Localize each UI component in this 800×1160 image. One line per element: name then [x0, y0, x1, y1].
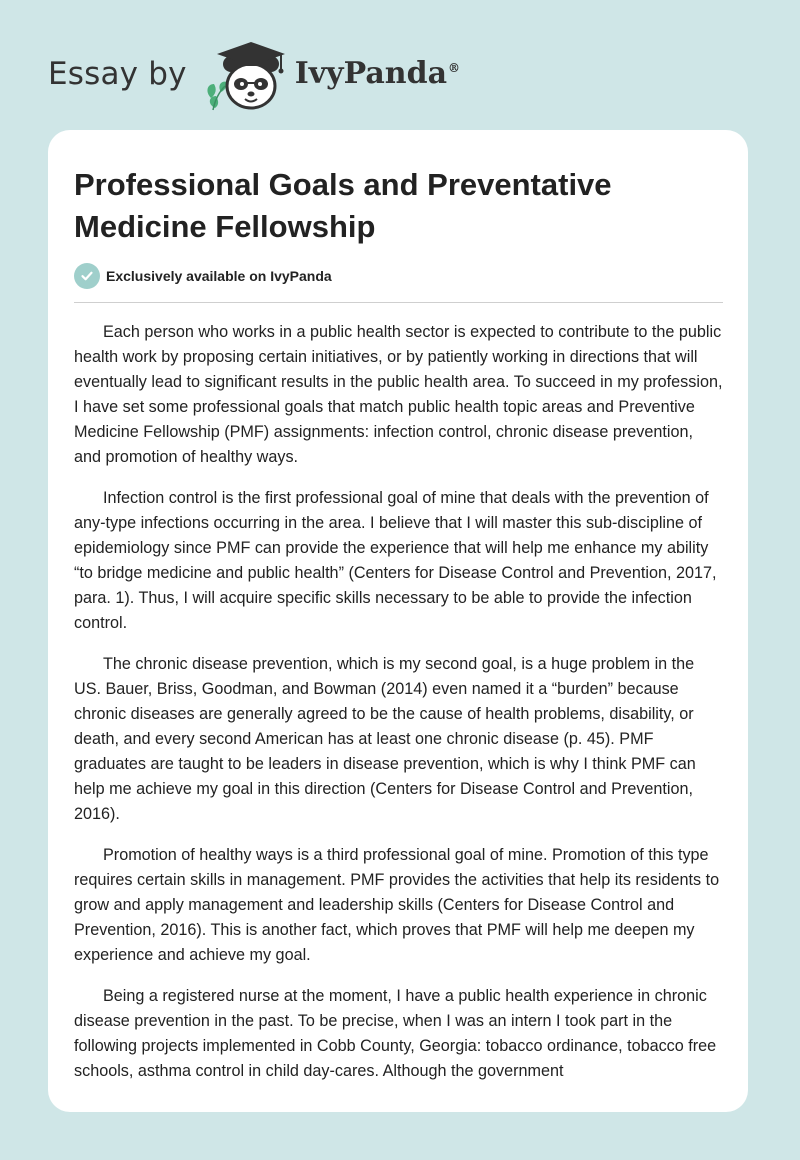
check-circle-icon [74, 263, 100, 289]
brand-name-text: IvyPanda [294, 56, 448, 91]
essay-paragraph: Being a registered nurse at the moment, I have a public health experience in chronic disease prevention in the past. To be precise, when I was an intern I took part in the following projects implemented in Cobb County, Georgia: tobacco ordinance, tobacco free schools, asthma control in child day-cares. Although the government [74, 987, 717, 1080]
registered-mark: ® [448, 61, 461, 75]
brand-name[interactable] [294, 56, 461, 91]
essay-paragraph: Promotion of healthy ways is a third professional goal of mine. Promotion of this type requires certain skills in management. PMF provides the activities that help its residents to grow and apply management and leadership skills (Centers for Disease Control and Prevention, 2016). This is another fact, which proves that PMF will help me deepen my experience and achieve my goal. [74, 846, 720, 964]
essay-by-label: Essay by [48, 55, 187, 92]
essay-body [74, 320, 724, 1100]
essay-paragraph: Each person who works in a public health sector is expected to contribute to the public health work by proposing certain initiatives, or by patiently working in directions that will eventually lead to significant results in the public health area. To succeed in my profession, I have set some professional goals that match public health topic areas and Preventive Medicine Fellowship (PMF) assignments: infection control, chronic disease prevention, and promotion of healthy ways. [74, 323, 723, 466]
exclusive-badge [74, 263, 332, 289]
ivypanda-logo-icon[interactable] [201, 34, 293, 114]
exclusive-badge-label: Exclusively available on IvyPanda [106, 268, 332, 284]
essay-card [48, 130, 748, 1112]
title-divider [74, 302, 723, 303]
essay-title: Professional Goals and Preventative Medicine Fellowship [74, 167, 612, 244]
essay-paragraph: The chronic disease prevention, which is my second goal, is a huge problem in the US. Bauer, Briss, Goodman, and Bowman (2014) even named it a “burden” because chronic diseases are generally agreed to be the cause of health problems, disability, or death, and every second American has at least one chronic disease (p. 45). PMF graduates are taught to be leaders in disease prevention, which is why I think PMF can help me achieve my goal in this direction (Centers for Disease Control and Prevention, 2016). [74, 655, 696, 823]
site-header [48, 34, 460, 114]
essay-paragraph: Infection control is the first professional goal of mine that deals with the prevention of any-type infections occurring in the area. I believe that I will master this sub-discipline of epidemiology since PMF can provide the experience that will help me enhance my ability “to bridge medicine and public health” (Centers for Disease Control and Prevention, 2017, para. 1). Thus, I will acquire specific skills necessary to be able to provide the infection control. [74, 489, 717, 632]
